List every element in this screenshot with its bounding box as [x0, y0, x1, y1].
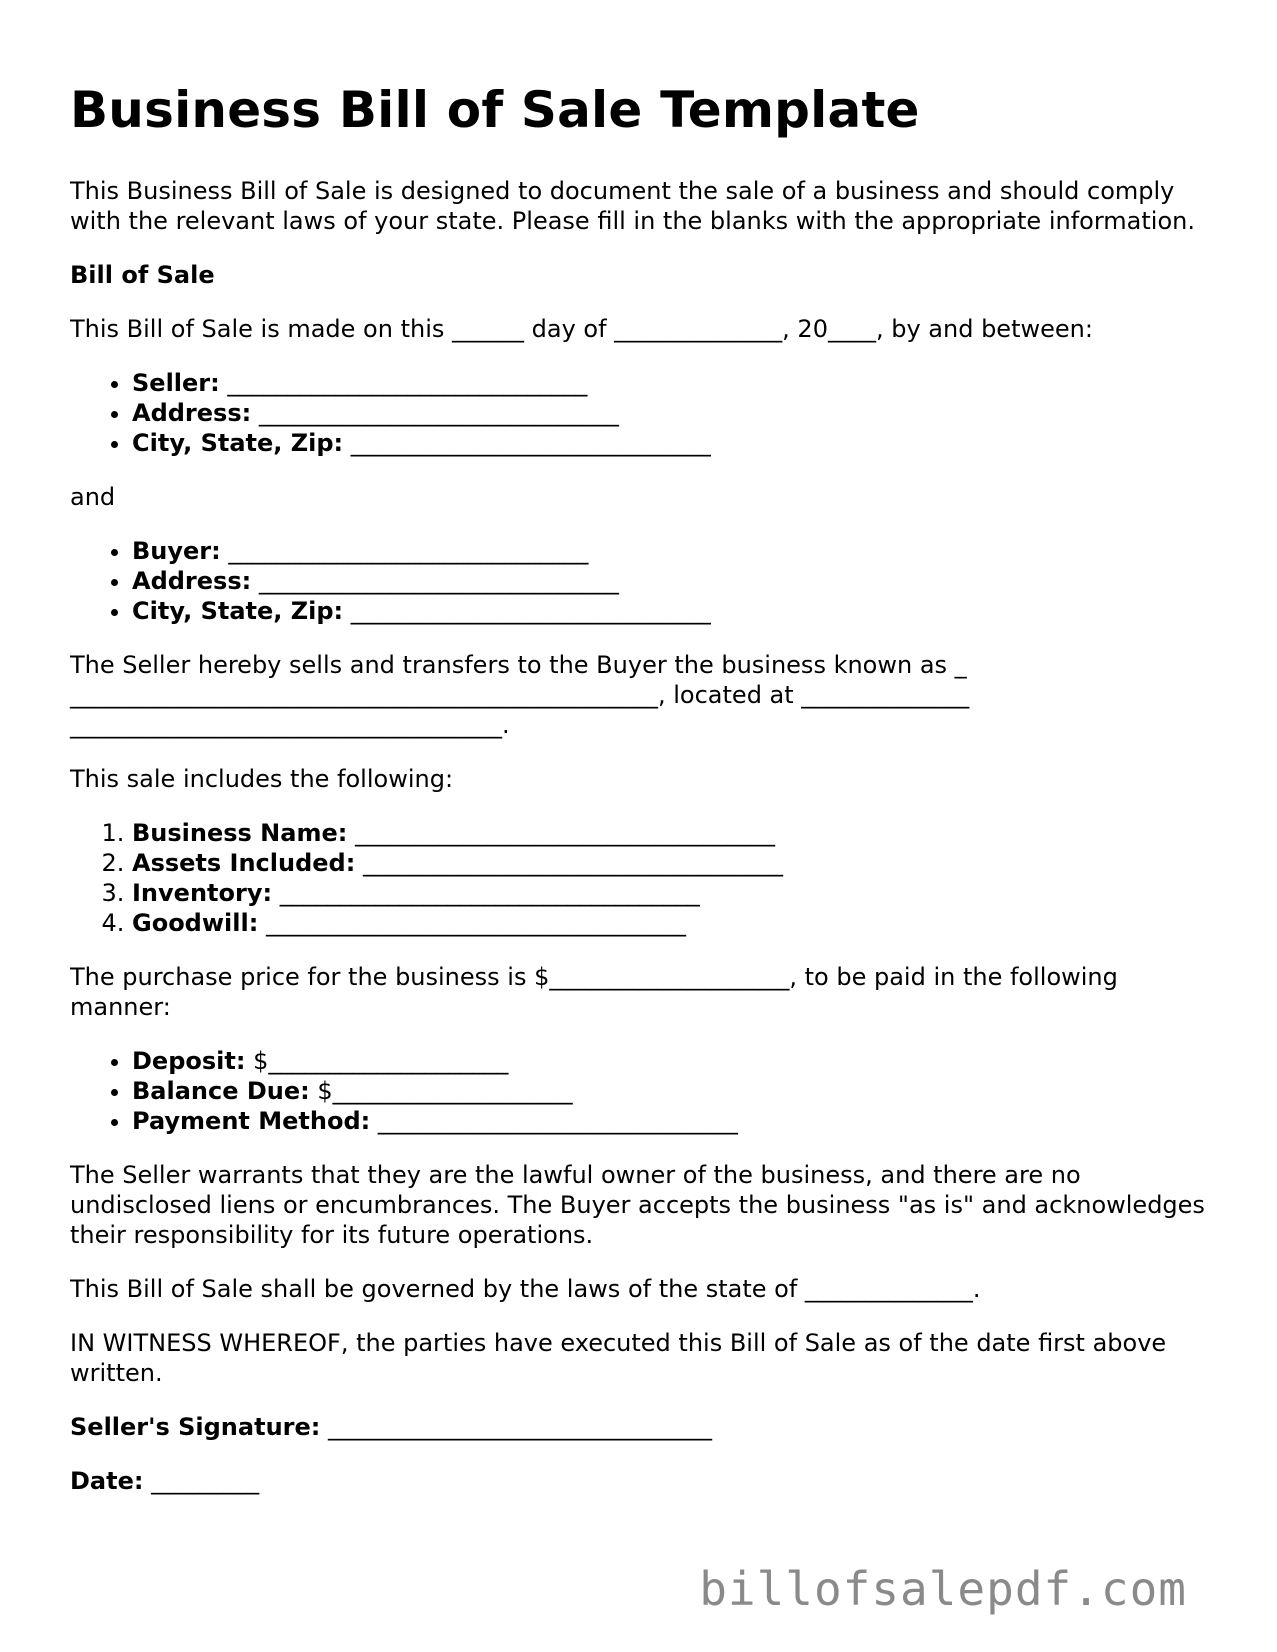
seller-address-blank: ______________________________ [258, 399, 619, 427]
inventory-blank: ___________________________________ [279, 879, 700, 907]
field-label: Address: [132, 567, 252, 595]
business-name-blank: ___________________________________ [354, 819, 775, 847]
field-label: Seller: [132, 369, 220, 397]
includes-list [70, 818, 1210, 938]
governing-law-paragraph: This Bill of Sale shall be governed by the laws of the state of ______________. [70, 1275, 981, 1303]
price-paragraph: The purchase price for the business is $____________________, to be paid in the following manner: [70, 963, 1118, 1021]
witness-paragraph: IN WITNESS WHEREOF, the parties have executed this Bill of Sale as of the date first above written. [70, 1329, 1167, 1387]
seller-city-item [132, 428, 1210, 458]
seller-city-blank: ______________________________ [350, 429, 711, 457]
intro-paragraph: This Business Bill of Sale is designed to document the sale of a business and should comply with the relevant laws of your state. Please fill in the blanks with the appropriate information. [70, 177, 1195, 235]
list-item [132, 908, 1210, 938]
field-label: Buyer: [132, 537, 221, 565]
payment-method-blank: ______________________________ [377, 1107, 738, 1135]
list-item [132, 878, 1210, 908]
field-label: Goodwill: [132, 909, 259, 937]
balance-blank: $____________________ [317, 1077, 573, 1105]
buyer-city-item [132, 596, 1210, 626]
transfer-paragraph: The Seller hereby sells and transfers to the Buyer the business known as __________________________________________________, located at __________________________________________________. [70, 651, 970, 739]
field-label: Deposit: [132, 1047, 246, 1075]
field-label: Address: [132, 399, 252, 427]
seller-address-item [132, 398, 1210, 428]
buyer-list [70, 536, 1210, 626]
includes-intro: This sale includes the following: [70, 765, 454, 793]
and-text: and [70, 483, 116, 511]
list-item [132, 1106, 1210, 1136]
list-item [132, 1076, 1210, 1106]
signature-block [70, 1412, 1210, 1496]
field-label: Business Name: [132, 819, 348, 847]
signature-label: Seller's Signature: [70, 1413, 321, 1441]
list-item [132, 1046, 1210, 1076]
buyer-address-item [132, 566, 1210, 596]
signature-blank: ________________________________ [328, 1413, 712, 1441]
goodwill-blank: ___________________________________ [265, 909, 686, 937]
field-label: Assets Included: [132, 849, 356, 877]
date-blank: _________ [151, 1467, 260, 1495]
field-label: Inventory: [132, 879, 273, 907]
seller-list [70, 368, 1210, 458]
field-label: Balance Due: [132, 1077, 310, 1105]
deposit-blank: $____________________ [253, 1047, 509, 1075]
buyer-item [132, 536, 1210, 566]
seller-blank: ______________________________ [227, 369, 588, 397]
seller-item [132, 368, 1210, 398]
field-label: City, State, Zip: [132, 597, 344, 625]
date-line: This Bill of Sale is made on this ______ day of ______________, 20____, by and between: [70, 315, 1093, 343]
list-item [132, 818, 1210, 848]
assets-blank: ___________________________________ [362, 849, 783, 877]
payment-list [70, 1046, 1210, 1136]
signature-line [70, 1412, 1210, 1442]
buyer-city-blank: ______________________________ [350, 597, 711, 625]
date-field-line [70, 1466, 1210, 1496]
field-label: City, State, Zip: [132, 429, 344, 457]
field-label: Payment Method: [132, 1107, 371, 1135]
date-label: Date: [70, 1467, 144, 1495]
watermark: billofsalepdf.com [699, 1562, 1187, 1616]
buyer-blank: ______________________________ [228, 537, 589, 565]
section-heading: Bill of Sale [70, 261, 215, 289]
buyer-address-blank: ______________________________ [258, 567, 619, 595]
list-item [132, 848, 1210, 878]
page-title: Business Bill of Sale Template [70, 81, 920, 139]
warranty-paragraph: The Seller warrants that they are the lawful owner of the business, and there are no undisclosed liens or encumbrances. The Buyer accepts the business "as is" and acknowledges their responsibility for its future operations. [70, 1161, 1205, 1249]
document-page [70, 80, 1210, 1520]
